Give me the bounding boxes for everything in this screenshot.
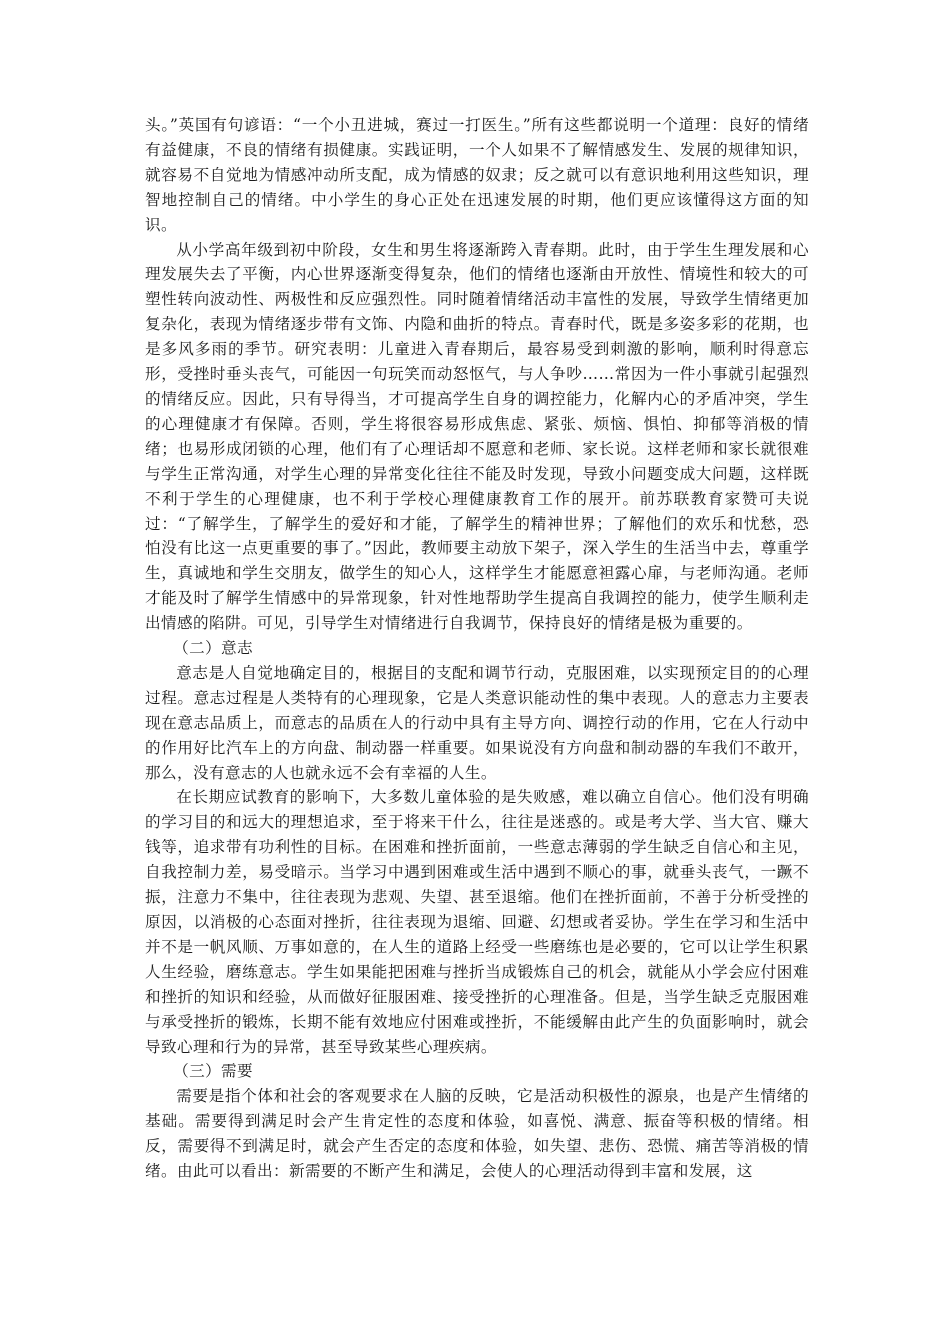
section-heading-will: （二）意志 — [173, 639, 254, 658]
paragraph-will-exam-education: 在长期应试教育的影响下，大多数儿童体验的是失败感，难以确立自信心。他们没有明确的学习目的和远大的理想追求，至于将来干什么，往往是迷惑的。或是考大学、当大官、赚大钱等，追求带有功利性的目标。在困难和挫折面前，一些意志薄弱的学生缺乏自信心和主见，自我控制力差，易受暗示。当学习中遇到困难或生活中遇到不顺心的事，就垂头丧气，一蹶不振，注意力不集中，往往表现为悲观、失望、甚至退缩。他们在挫折面前，不善于分析受挫的原因，以消极的心态面对挫折，往往表现为退缩、回避、幻想或者妥协。学生在学习和生活中并不是一帆风顺、万事如意的，在人生的道路上经受一些磨练也是必要的，它可以让学生积累人生经验，磨练意志。学生如果能把困难与挫折当成锻炼自己的机会，就能从小学会应付困难和挫折的知识和经验，从而做好征服困难、接受挫折的心理准备。但是，当学生缺乏克服困难与承受挫折的锻炼，长期不能有效地应付困难或挫折，不能缓解由此产生的负面影响时，就会导致心理和行为的异常，甚至导致某些心理疾病。 — [145, 788, 809, 1056]
paragraph-will-definition: 意志是人自觉地确定目的，根据目的支配和调节行动，克服困难，以实现预定目的的心理过程。意志过程是人类特有的心理现象，它是人类意识能动性的集中表现。人的意志力主要表现在意志品质上，而意志的品质在人的行动中具有主导方向、调控行动的作用，它在人行动中的作用好比汽车上的方向盘、制动器一样重要。如果说没有方向盘和制动器的车我们不敢开，那么，没有意志的人也就永远不会有幸福的人生。 — [145, 663, 809, 782]
section-heading-needs: （三）需要 — [173, 1062, 254, 1081]
paragraph-emotion-intro: 头。”英国有句谚语：“一个小丑进城，赛过一打医生。”所有这些都说明一个道理：良好的情绪有益健康，不良的情绪有损健康。实践证明，一个人如果不了解情感发生、发展的规律知识，就容易不自觉地为情感冲动所支配，成为情感的奴隶；反之就可以有意识地利用这些知识，理智地控制自己的情绪。中小学生的身心正处在迅速发展的时期，他们更应该懂得这方面的知识。 — [145, 116, 809, 234]
document-body — [145, 113, 809, 1184]
paragraph-adolescence: 从小学高年级到初中阶段，女生和男生将逐渐跨入青春期。此时，由于学生生理发展和心理发展失去了平衡，内心世界逐渐变得复杂，他们的情绪也逐渐由开放性、情境性和较大的可塑性转向波动性、两极性和反应强烈性。同时随着情绪活动丰富性的发展，导致学生情绪更加复杂化，表现为情绪逐步带有文饰、内隐和曲折的特点。青春时代，既是多姿多彩的花期，也是多风多雨的季节。研究表明：儿童进入青春期后，最容易受到刺激的影响，顺利时得意忘形，受挫时垂头丧气，可能因一句玩笑而动怒怄气，与人争吵……常因为一件小事就引起强烈的情绪反应。因此，只有导得当，才可提高学生自身的调控能力，化解内心的矛盾冲突，学生的心理健康才有保障。否则，学生将很容易形成焦虑、紧张、烦恼、惧怕、抑郁等消极的情绪；也易形成闭锁的心理，他们有了心理话却不愿意和老师、家长说。这样老师和家长就很难与学生正常沟通，对学生心理的异常变化往往不能及时发现，导致小问题变成大问题，这样既不利于学生的心理健康，也不利于学校心理健康教育工作的展开。前苏联教育家赞可夫说过：“了解学生，了解学生的爱好和才能，了解学生的精神世界；了解他们的欢乐和忧愁，恐怕没有比这一点更重要的事了。”因此，教师要主动放下架子，深入学生的生活当中去，尊重学生，真诚地和学生交朋友，做学生的知心人，这样学生才能愿意袒露心扉，与老师沟通。老师才能及时了解学生情感中的异常现象，针对性地帮助学生提高自我调控的能力，使学生顺利走出情感的陷阱。可见，引导学生对情绪进行自我调节，保持良好的情绪是极为重要的。 — [145, 240, 809, 633]
paragraph-needs-definition: 需要是指个体和社会的客观要求在人脑的反映，它是活动积极性的源泉，也是产生情绪的基础。需要得到满足时会产生肯定性的态度和体验，如喜悦、满意、振奋等积极的情绪。相反，需要得不到满足时，就会产生否定的态度和体验，如失望、悲伤、恐慌、痛苦等消极的情绪。由此可以看出：新需要的不断产生和满足，会使人的心理活动得到丰富和发展，这 — [145, 1087, 809, 1181]
